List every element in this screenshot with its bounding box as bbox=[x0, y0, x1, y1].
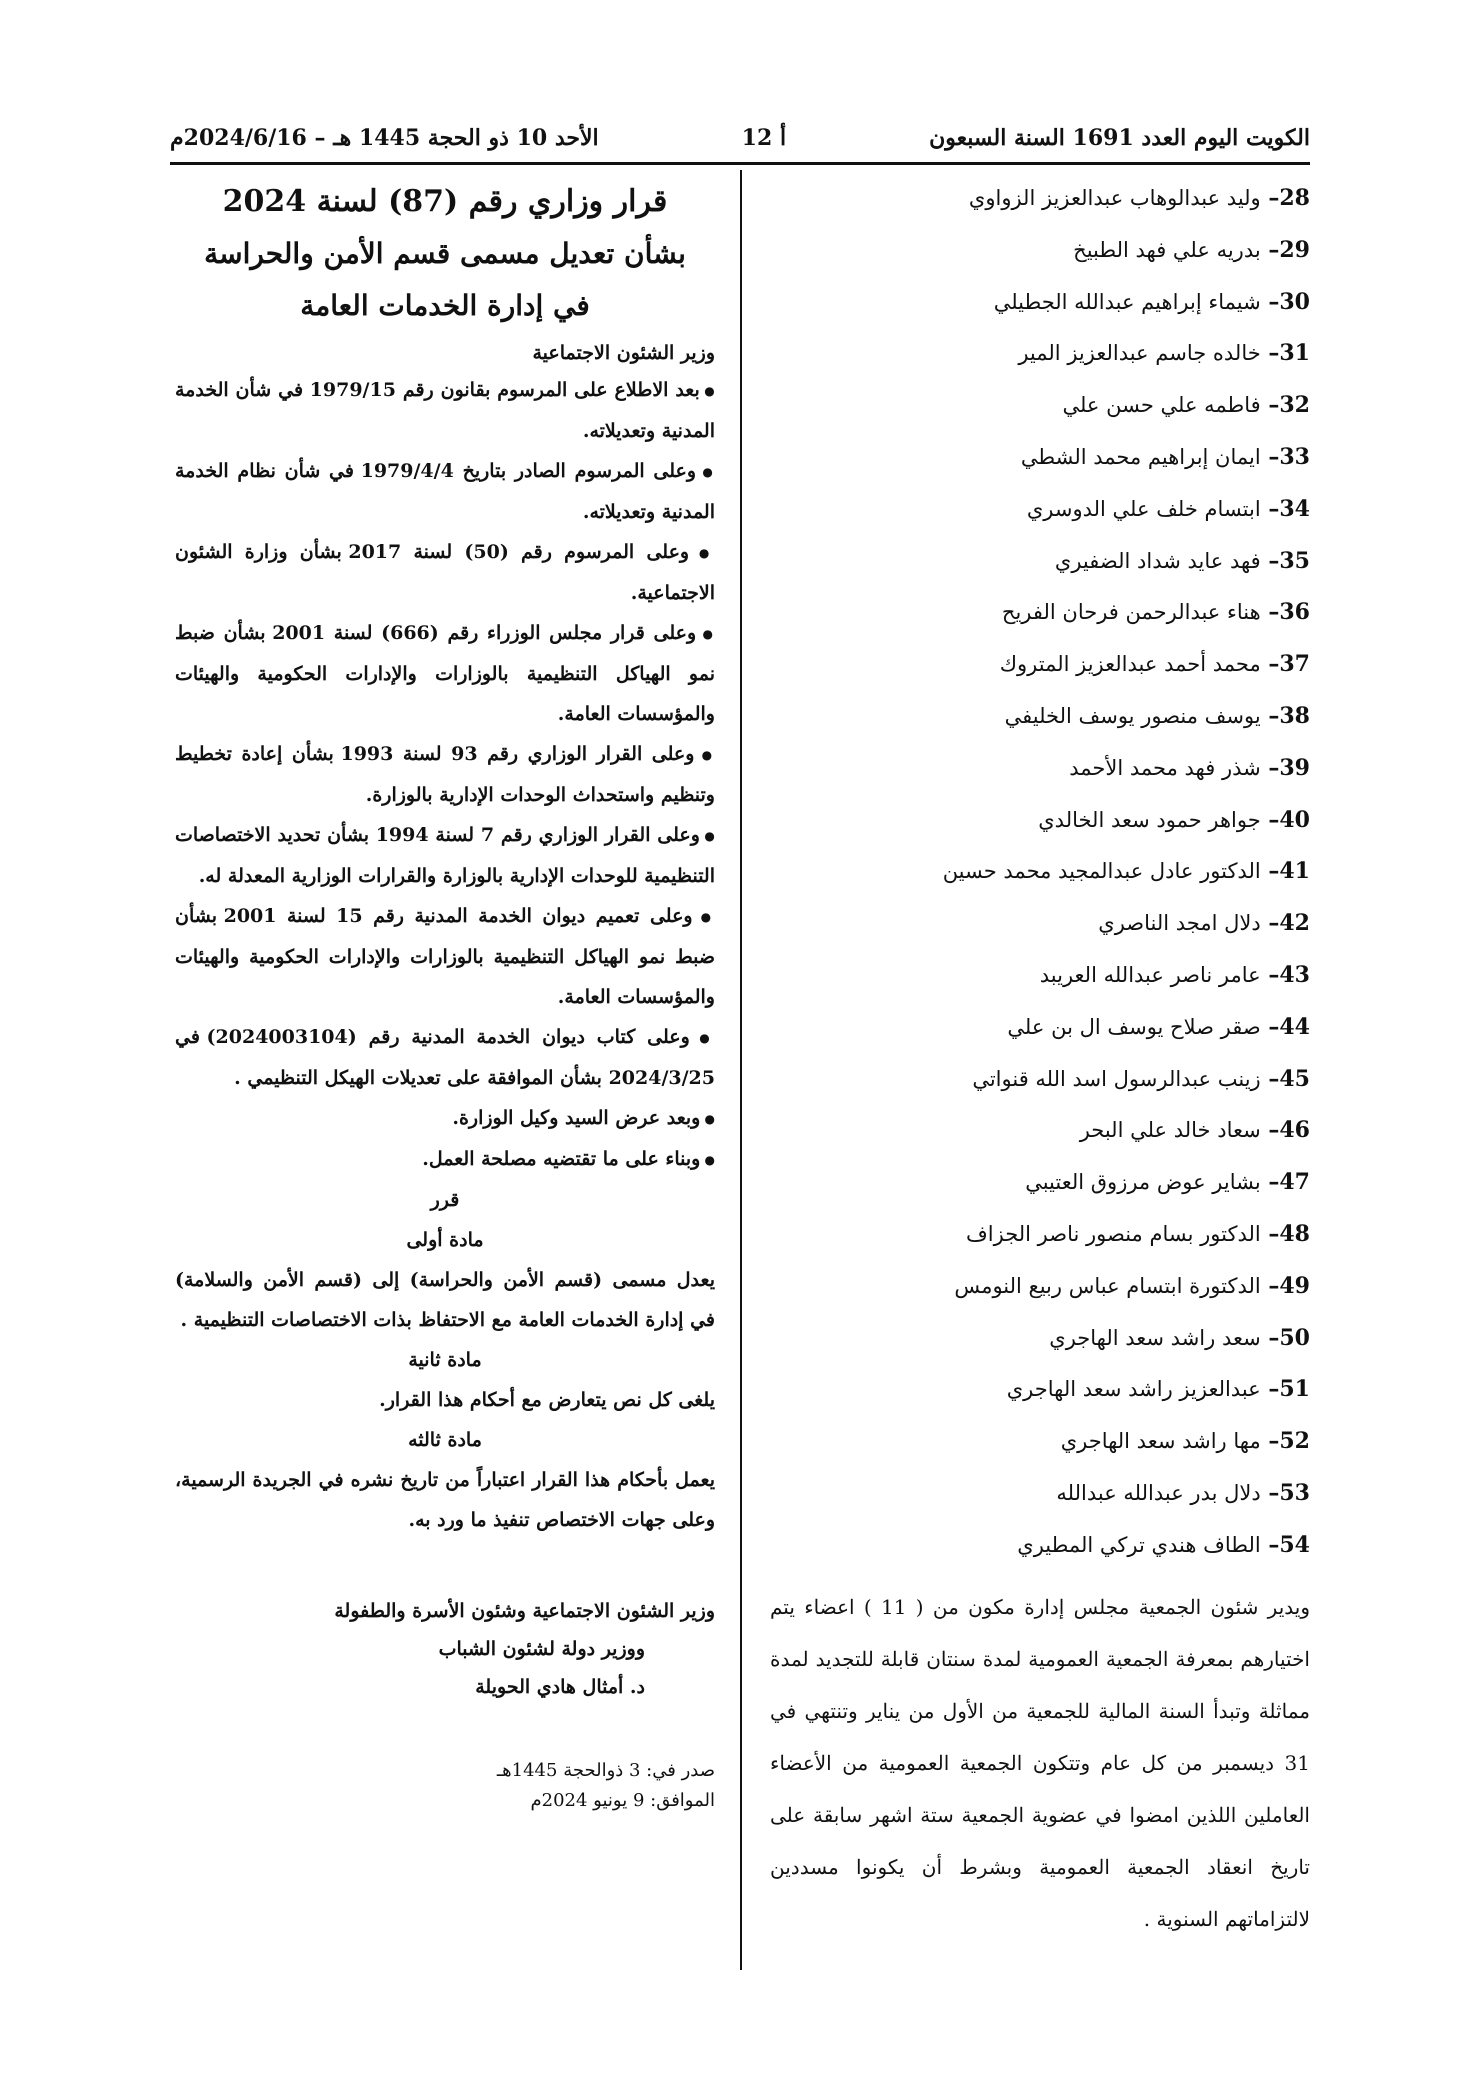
decree-issuer: وزير الشئون الاجتماعية bbox=[532, 342, 715, 364]
member-name: وليد عبدالوهاب عبدالعزيز الزواوي bbox=[968, 186, 1261, 210]
member-list-item bbox=[770, 1208, 1310, 1260]
article-1-text: يعدل مسمى (قسم الأمن والحراسة) إلى (قسم الأمن والسلامة) في إدارة الخدمات العامة مع الاحتفاظ بذات الاختصاصات التنظيمية . bbox=[175, 1269, 715, 1331]
member-list-item bbox=[770, 1260, 1310, 1312]
left-column bbox=[175, 176, 715, 1816]
preamble-item: ● وبناء على ما تقتضيه مصلحة العمل. bbox=[175, 1139, 715, 1180]
member-list-item bbox=[770, 897, 1310, 949]
member-list-item bbox=[770, 1053, 1310, 1105]
decree-title: قرار وزاري رقم (87) لسنة 2024 bbox=[222, 184, 668, 219]
member-number: 46 bbox=[1279, 1117, 1310, 1144]
member-dash: – bbox=[1260, 1065, 1280, 1092]
member-list-item bbox=[770, 1104, 1310, 1156]
member-name: عبدالعزيز راشد سعد الهاجري bbox=[1006, 1377, 1261, 1402]
member-name: دلال بدر عبدالله عبدالله bbox=[1056, 1480, 1261, 1505]
signature-name: د. أمثال هادي الحويلة bbox=[475, 1676, 645, 1698]
member-list-item bbox=[770, 586, 1310, 638]
member-name: عامر ناصر عبدالله العريبد bbox=[1039, 962, 1261, 987]
member-list-item bbox=[770, 1156, 1310, 1208]
member-dash: – bbox=[1260, 495, 1280, 522]
member-name: هناء عبدالرحمن فرحان الفريح bbox=[1001, 600, 1261, 625]
member-list-item bbox=[770, 845, 1310, 897]
member-dash: – bbox=[1260, 1324, 1280, 1351]
preamble-item: ● بعد الاطلاع على المرسوم بقانون رقم 1979/15 في شأن الخدمة المدنية وتعديلاته. bbox=[175, 370, 715, 451]
member-name: شيماء إبراهيم عبدالله الجطيلي bbox=[993, 289, 1261, 314]
signature-block bbox=[175, 1592, 715, 1706]
header-issue-info: الكويت اليوم العدد 1691 السنة السبعون bbox=[929, 125, 1310, 151]
member-dash: – bbox=[1260, 806, 1280, 833]
member-list-item bbox=[770, 483, 1310, 535]
member-name: مها راشد سعد الهاجري bbox=[1060, 1429, 1261, 1454]
member-name: سعد راشد سعد الهاجري bbox=[1049, 1325, 1261, 1350]
member-name: بشاير عوض مرزوق العتيبي bbox=[1025, 1170, 1261, 1195]
header-divider bbox=[170, 162, 1310, 165]
column-divider bbox=[740, 170, 742, 1970]
member-name: الطاف هندي تركي المطيري bbox=[1017, 1532, 1261, 1557]
article-3-title: مادة ثالثه bbox=[408, 1429, 482, 1451]
member-list-item bbox=[770, 1415, 1310, 1467]
member-number: 53 bbox=[1279, 1479, 1310, 1506]
member-dash: – bbox=[1260, 236, 1280, 263]
member-list-item bbox=[770, 224, 1310, 276]
member-dash: – bbox=[1260, 961, 1280, 988]
preamble-item: ● وبعد عرض السيد وكيل الوزارة. bbox=[175, 1098, 715, 1139]
member-name: شذر فهد محمد الأحمد bbox=[1069, 755, 1261, 780]
preamble-item: ● وعلى المرسوم رقم (50) لسنة 2017 بشأن وزارة الشئون الاجتماعية. bbox=[175, 532, 715, 613]
member-number: 28 bbox=[1279, 185, 1310, 211]
member-dash: – bbox=[1260, 1479, 1280, 1506]
member-number: 47 bbox=[1279, 1169, 1310, 1196]
member-name: جواهر حمود سعد الخالدي bbox=[1038, 807, 1261, 832]
header-date: الأحد 10 ذو الحجة 1445 هـ – 2024/6/16م bbox=[170, 125, 599, 151]
member-name: فاطمه علي حسن علي bbox=[1062, 393, 1261, 418]
member-number: 30 bbox=[1279, 288, 1310, 315]
member-list-item bbox=[770, 794, 1310, 846]
member-dash: – bbox=[1260, 754, 1280, 781]
member-list-item bbox=[770, 638, 1310, 690]
member-dash: – bbox=[1260, 288, 1280, 315]
member-dash: – bbox=[1260, 858, 1280, 885]
member-list-item bbox=[770, 1001, 1310, 1053]
member-number: 40 bbox=[1279, 806, 1310, 833]
member-name: ابتسام خلف علي الدوسري bbox=[1026, 496, 1261, 521]
member-dash: – bbox=[1260, 1428, 1280, 1455]
member-name: الدكتور بسام منصور ناصر الجزاف bbox=[966, 1221, 1261, 1246]
decree-subtitle-2: في إدارة الخدمات العامة bbox=[300, 289, 590, 322]
member-list-item bbox=[770, 431, 1310, 483]
member-dash: – bbox=[1260, 1169, 1280, 1196]
member-name: صقر صلاح يوسف ال بن علي bbox=[1007, 1014, 1261, 1039]
member-number: 34 bbox=[1279, 495, 1310, 522]
member-name: الدكتور عادل عبدالمجيد محمد حسين bbox=[942, 859, 1261, 884]
issued-hijri: صدر في: 3 ذوالحجة 1445هـ bbox=[496, 1760, 715, 1781]
member-dash: – bbox=[1260, 185, 1280, 211]
right-column bbox=[770, 172, 1310, 1945]
member-number: 51 bbox=[1279, 1376, 1310, 1403]
member-number: 37 bbox=[1279, 651, 1310, 678]
member-number: 50 bbox=[1279, 1324, 1310, 1351]
decree-subtitle-1: بشأن تعديل مسمى قسم الأمن والحراسة bbox=[204, 237, 686, 270]
member-number: 43 bbox=[1279, 961, 1310, 988]
member-dash: – bbox=[1260, 1272, 1280, 1299]
preamble-item: ● وعلى كتاب ديوان الخدمة المدنية رقم (2024003104) في 2024/3/25 بشأن الموافقة على تعديلات الهيكل التنظيمي . bbox=[175, 1017, 715, 1098]
member-list-item bbox=[770, 276, 1310, 328]
member-number: 48 bbox=[1279, 1220, 1310, 1247]
member-number: 42 bbox=[1279, 910, 1310, 937]
member-list-item bbox=[770, 327, 1310, 379]
article-3-text: يعمل بأحكام هذا القرار اعتباراً من تاريخ نشره في الجريدة الرسمية، وعلى جهات الاختصاص تنفيذ ما ورد به. bbox=[175, 1469, 715, 1531]
member-dash: – bbox=[1260, 702, 1280, 729]
member-dash: – bbox=[1260, 392, 1280, 419]
member-dash: – bbox=[1260, 1013, 1280, 1040]
member-dash: – bbox=[1260, 340, 1280, 367]
member-name: ايمان إبراهيم محمد الشطي bbox=[1020, 444, 1261, 469]
member-name: خالده جاسم عبدالعزيز المير bbox=[1018, 341, 1261, 366]
member-number: 29 bbox=[1279, 236, 1310, 263]
member-list-item bbox=[770, 1363, 1310, 1415]
member-list-item bbox=[770, 379, 1310, 431]
signature-title-1: وزير الشئون الاجتماعية وشئون الأسرة والطفولة bbox=[334, 1600, 715, 1622]
member-number: 38 bbox=[1279, 702, 1310, 729]
member-list-item bbox=[770, 1312, 1310, 1364]
preamble-list bbox=[175, 370, 715, 1180]
member-dash: – bbox=[1260, 1531, 1280, 1558]
member-number: 44 bbox=[1279, 1013, 1310, 1040]
board-paragraph: ويدير شئون الجمعية مجلس إدارة مكون من ( 11 ) اعضاء يتم اختيارهم بمعرفة الجمعية العمومية لمدة سنتان قابلة للتجديد لمدة مماثلة وتبدأ السنة المالية للجمعية من الأول من يناير وتنتهي في 31 ديسمبر من كل عام وتتكون الجمعية العمومية من الأعضاء العاملين اللذين امضوا في عضوية الجمعية ستة اشهر سابقة على تاريخ انعقاد الجمعية العمومية وبشرط أن يكونوا مسددين لالتزاماتهم السنوية . bbox=[770, 1594, 1310, 1931]
article-1-title: مادة أولى bbox=[406, 1229, 484, 1251]
member-dash: – bbox=[1260, 910, 1280, 937]
member-dash: – bbox=[1260, 651, 1280, 678]
member-number: 45 bbox=[1279, 1065, 1310, 1092]
member-number: 32 bbox=[1279, 392, 1310, 419]
article-2-title: مادة ثانية bbox=[408, 1349, 482, 1371]
member-number: 54 bbox=[1279, 1531, 1310, 1558]
member-number: 49 bbox=[1279, 1272, 1310, 1299]
page-header bbox=[170, 118, 1310, 158]
member-name: الدكتورة ابتسام عباس ربيع النومس bbox=[954, 1273, 1261, 1298]
issued-gregorian: الموافق: 9 يونيو 2024م bbox=[530, 1790, 715, 1811]
member-name: بدريه علي فهد الطبيخ bbox=[1073, 237, 1261, 262]
member-list-item bbox=[770, 949, 1310, 1001]
preamble-item: ● وعلى القرار الوزاري رقم 7 لسنة 1994 بشأن تحديد الاختصاصات التنظيمية للوحدات الإدارية بالوزارة والقرارات الوزارية المعدلة له. bbox=[175, 815, 715, 896]
member-list-item bbox=[770, 1467, 1310, 1519]
member-dash: – bbox=[1260, 1117, 1280, 1144]
member-number: 36 bbox=[1279, 599, 1310, 626]
preamble-item: ● وعلى قرار مجلس الوزراء رقم (666) لسنة 2001 بشأن ضبط نمو الهياكل التنظيمية بالوزارات والإدارات الحكومية والهيئات والمؤسسات العامة. bbox=[175, 613, 715, 734]
decided-heading: قرر bbox=[430, 1189, 460, 1211]
header-page-number: أ 12 bbox=[741, 125, 787, 151]
member-number: 35 bbox=[1279, 547, 1310, 574]
member-list-item bbox=[770, 742, 1310, 794]
member-dash: – bbox=[1260, 1220, 1280, 1247]
member-list-item bbox=[770, 1519, 1310, 1571]
preamble-item: ● وعلى تعميم ديوان الخدمة المدنية رقم 15 لسنة 2001 بشأن ضبط نمو الهياكل التنظيمية بالوزارات والإدارات الحكومية والهيئات والمؤسسات العامة. bbox=[175, 896, 715, 1017]
signature-title-2: ووزير دولة لشئون الشباب bbox=[438, 1638, 645, 1660]
issue-date-block bbox=[175, 1756, 715, 1816]
member-name: فهد عايد شداد الضفيري bbox=[1054, 548, 1261, 573]
member-name: سعاد خالد علي البحر bbox=[1079, 1118, 1261, 1143]
preamble-item: ● وعلى القرار الوزاري رقم 93 لسنة 1993 بشأن إعادة تخطيط وتنظيم واستحداث الوحدات الإدارية بالوزارة. bbox=[175, 734, 715, 815]
member-name: محمد أحمد عبدالعزيز المتروك bbox=[999, 652, 1261, 677]
member-number: 52 bbox=[1279, 1428, 1310, 1455]
member-number: 41 bbox=[1279, 858, 1310, 885]
member-list bbox=[770, 172, 1310, 1571]
member-number: 31 bbox=[1279, 340, 1310, 367]
article-2-text: يلغى كل نص يتعارض مع أحكام هذا القرار. bbox=[379, 1389, 715, 1411]
member-name: يوسف منصور يوسف الخليفي bbox=[1004, 703, 1261, 728]
member-list-item bbox=[770, 535, 1310, 587]
member-number: 39 bbox=[1279, 754, 1310, 781]
member-dash: – bbox=[1260, 1376, 1280, 1403]
member-dash: – bbox=[1260, 599, 1280, 626]
member-name: زينب عبدالرسول اسد الله قنواتي bbox=[972, 1066, 1261, 1091]
member-list-item bbox=[770, 690, 1310, 742]
member-number: 33 bbox=[1279, 443, 1310, 470]
preamble-item: ● وعلى المرسوم الصادر بتاريخ 1979/4/4 في شأن نظام الخدمة المدنية وتعديلاته. bbox=[175, 451, 715, 532]
member-dash: – bbox=[1260, 443, 1280, 470]
member-name: دلال امجد الناصري bbox=[1098, 911, 1261, 936]
member-list-item bbox=[770, 172, 1310, 224]
member-dash: – bbox=[1260, 547, 1280, 574]
